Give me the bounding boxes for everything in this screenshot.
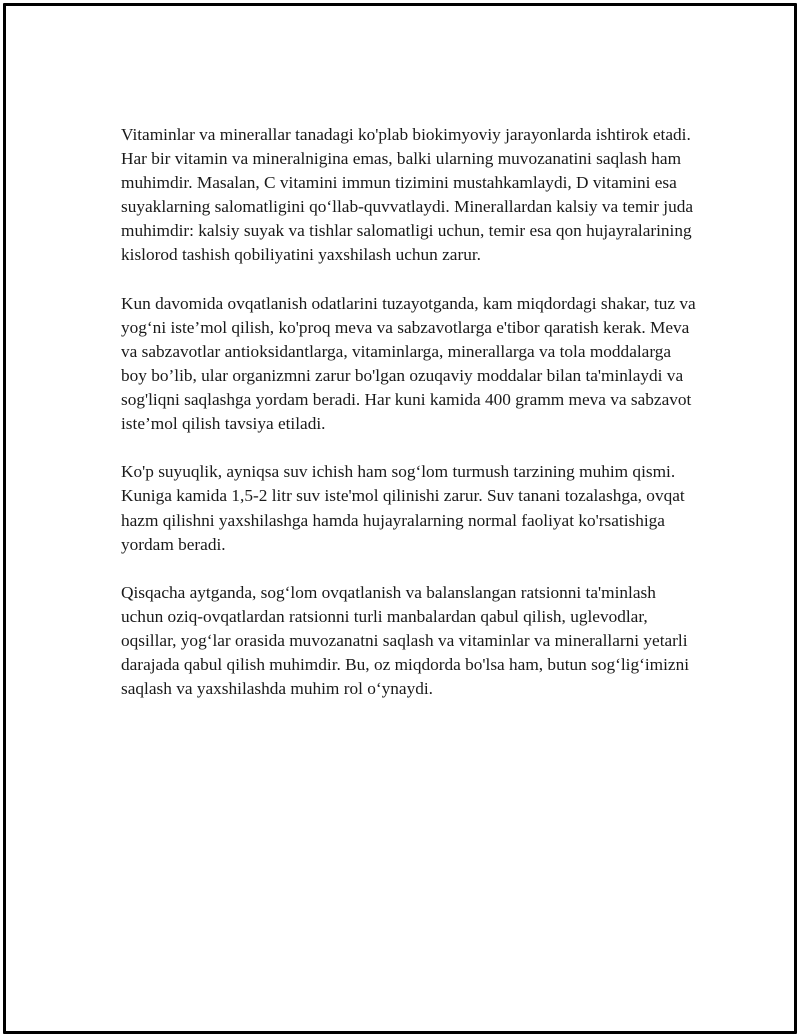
document-body <box>121 123 696 725</box>
paragraph-1: Vitaminlar va minerallar tanadagi ko'plab biokimyoviy jarayonlarda ishtirok etadi. Har bir vitamin va mineralnigina emas, balki ularning muvozanatini saqlash ham muhimdir. Masalan, C vitamini immun tizimini mustahkamlaydi, D vitamini esa suyaklarning salomatligini qo‘llab-quvvatlaydi. Minerallardan kalsiy va temir juda muhimdir: kalsiy suyak va tishlar salomatligi uchun, temir esa qon hujayralarining kislorod tashish qobiliyatini yaxshilash uchun zarur. <box>121 125 694 265</box>
document-page <box>3 3 797 1034</box>
paragraph-4: Qisqacha aytganda, sog‘lom ovqatlanish va balanslangan ratsionni ta'minlash uchun oziq-ovqatlardan ratsionni turli manbalardan qabul qilish, uglevodlar, oqsillar, yog‘lar orasida muvozanatni saqlash va vitaminlar va minerallarni yetarli darajada qabul qilish muhimdir. Bu, oz miqdorda bo'lsa ham, butun sog‘lig‘imizni saqlash va yaxshilashda muhim rol o‘ynaydi. <box>121 582 690 699</box>
paragraph-3: Ko'p suyuqlik, ayniqsa suv ichish ham sog‘lom turmush tarzining muhim qismi. Kuniga kamida 1,5-2 litr suv iste'mol qilinishi zarur. Suv tanani tozalashga, ovqat hazm qilishni yaxshilashga hamda hujayralarning normal faoliyat ko'rsatishiga yordam beradi. <box>121 462 685 554</box>
paragraph-2: Kun davomida ovqatlanish odatlarini tuzayotganda, kam miqdordagi shakar, tuz va yog‘ni iste’mol qilish, ko'proq meva va sabzavotlarga e'tibor qaratish kerak. Meva va sabzavotlar antioksidantlarga, vitaminlarga, minerallarga va tola moddalarga boy bo’lib, ular organizmni zarur bo'lgan ozuqaviy moddalar bilan ta'minlaydi va sog'liqni saqlashga yordam beradi. Har kuni kamida 400 gramm meva va sabzavot iste’mol qilish tavsiya etiladi. <box>121 293 696 434</box>
